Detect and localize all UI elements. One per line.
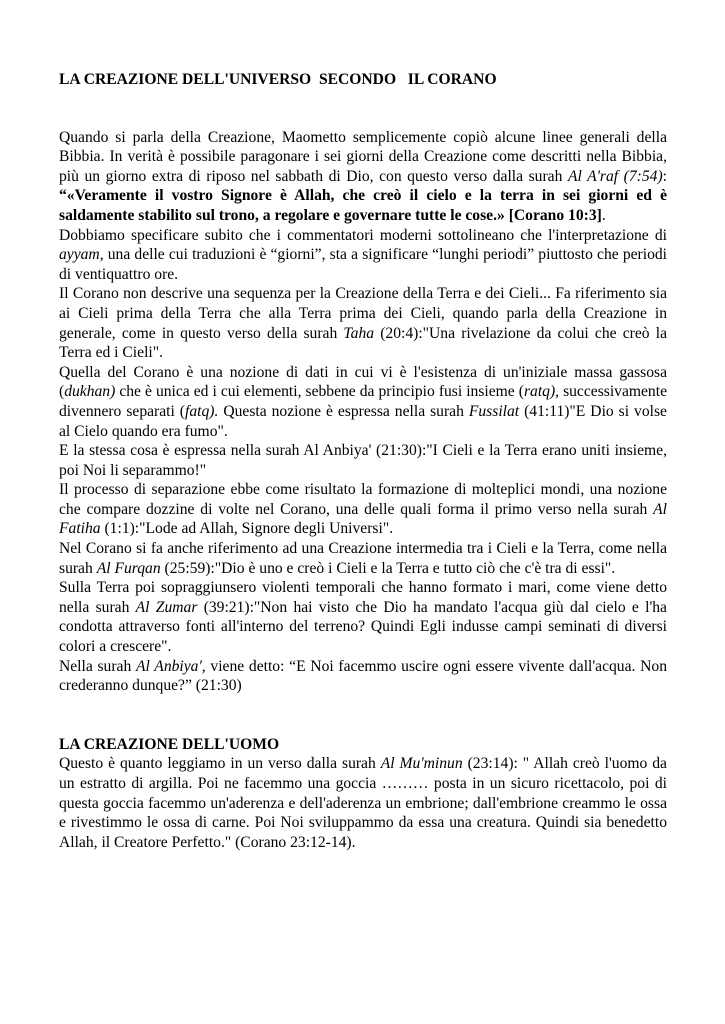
text-segment: (39:21):"Non hai visto che Dio ha mandato l'acqua giù dal cielo e l'ha condotta attraverso fonti all'interno del terreno? Quindi Egli indusse campi seminati di diversi colori a crescere".: [59, 598, 667, 656]
text-segment: Il Corano non descrive una sequenza per la Creazione della Terra e dei Cieli... Fa riferimento sia ai Cieli prima della Terra che alla Terra prima dei Cieli, quando parla della Creazione in generale, come in questo verso della surah: [59, 285, 667, 342]
paragraph-creation-intro: [59, 128, 667, 226]
text-segment: E la stessa cosa è espressa nella surah Al Anbiya' (21:30):"I Cieli e la Terra erano uniti insieme, poi Noi li separammo!": [59, 442, 667, 479]
quran-quote: “«Veramente il vostro Signore è Allah, che creò il cielo e la terra in sei giorni ed è saldamente stabilito sul trono, a regolare e governare tutte le cose.» [Corano 10:3]: [59, 187, 667, 224]
surah-reference: Al Zumar: [135, 598, 198, 616]
italic-term: ayyam,: [59, 246, 104, 264]
text-segment: (23:14): " Allah creò l'uomo da un estratto di argilla. Poi ne facemmo una goccia ……… posta in un sicuro ricettacolo, poi di questa goccia facemmo un'aderenza e dell'aderenza un embrione; dall'embrione creammo le ossa e rivestimmo le ossa di carne. Poi Noi sviluppammo da essa una creatura. Quindi sia benedetto Allah, il Creatore Perfetto." (Corano 23:12-14).: [59, 755, 667, 851]
text-segment: Sulla Terra poi sopraggiunsero violenti temporali che hanno formato i mari, come viene detto nella surah: [59, 579, 667, 616]
paragraph-al-anbiya: [59, 441, 667, 480]
surah-reference: Taha: [343, 324, 375, 342]
paragraph-intermediate-creation: [59, 539, 667, 578]
text-segment: successivamente divennero separati (: [59, 383, 667, 420]
text-segment: Nella surah: [59, 657, 136, 675]
paragraph-separation: [59, 480, 667, 539]
italic-term: fatq).: [185, 402, 219, 420]
text-segment: .: [601, 206, 606, 224]
italic-term: dukhan): [64, 383, 116, 401]
text-segment: Il processo di separazione ebbe come risultato la formazione di molteplici mondi, una nozione che compare dozzine di volte nel Corano, una delle quali forma il primo verso nella surah: [59, 481, 667, 518]
text-segment: :: [662, 167, 667, 185]
section-title-man: LA CREAZIONE DELL'UOMO: [59, 735, 280, 753]
text-segment: Questa nozione è espressa nella surah: [218, 402, 469, 420]
text-segment: Quella del Corano è una nozione di dati in cui vi è l'esistenza di un'iniziale massa gassosa (: [59, 363, 667, 401]
surah-reference: Al Furqan: [96, 559, 161, 577]
paragraph-ayyam: [59, 226, 667, 285]
text-segment: Nel Corano si fa anche riferimento ad una Creazione intermedia tra i Cieli e la Terra, come nella surah: [59, 540, 667, 577]
paragraph-gaseous-mass: [59, 363, 667, 441]
text-segment: (25:59):"Dio è uno e creò i Cieli e la Terra e tutto ciò che c'è tra di essi".: [160, 559, 616, 577]
text-segment: (1:1):"Lode ad Allah, Signore degli Universi".: [100, 520, 394, 538]
document-title: LA CREAZIONE DELL'UNIVERSO SECONDO IL CORANO: [59, 71, 497, 88]
paragraph-sequence: [59, 284, 667, 362]
italic-term: ratq),: [523, 383, 560, 401]
text-segment: viene detto: “E Noi facemmo uscire ogni essere vivente dall'acqua. Non crederanno dunque?” (21:30): [59, 657, 668, 695]
surah-reference: Al Mu'minun: [380, 755, 463, 773]
text-segment: Quando si parla della Creazione, Maometto semplicemente copiò alcune linee generali della Bibbia. In verità è possibile paragonare i sei giorni della Creazione come descritti nella Bibbia, più un giorno extra di riposo nel sabbath di Dio, con questo verso dalla surah: [59, 128, 667, 185]
text-segment: Dobbiamo specificare subito che i commentatori moderni sottolineano che l'interpretazione di: [59, 226, 667, 244]
paragraph-seas: [59, 578, 667, 656]
text-segment: (20:4):"Una rivelazione da colui che creò la Terra ed i Cieli".: [59, 324, 667, 362]
surah-reference: Al A'raf (7:54): [567, 167, 663, 185]
text-segment: una delle cui traduzioni è “giorni”, sta a significare “lunghi periodi” piuttosto che periodi di ventiquattro ore.: [59, 246, 667, 283]
paragraph-water: [59, 657, 667, 696]
text-segment: Questo è quanto leggiamo in un verso dalla surah: [59, 755, 381, 773]
surah-reference: Fussilat: [468, 402, 520, 420]
document-page: [59, 70, 667, 852]
paragraph-creation-of-man: [59, 754, 667, 852]
text-segment: che è unica ed i cui elementi, sebbene da principio fusi insieme (: [115, 383, 524, 401]
surah-reference: Al Anbiya',: [136, 657, 206, 675]
text-segment: (41:11)"E Dio si volse al Cielo quando era fumo".: [59, 402, 667, 440]
surah-reference: Al Fatiha: [59, 500, 667, 538]
